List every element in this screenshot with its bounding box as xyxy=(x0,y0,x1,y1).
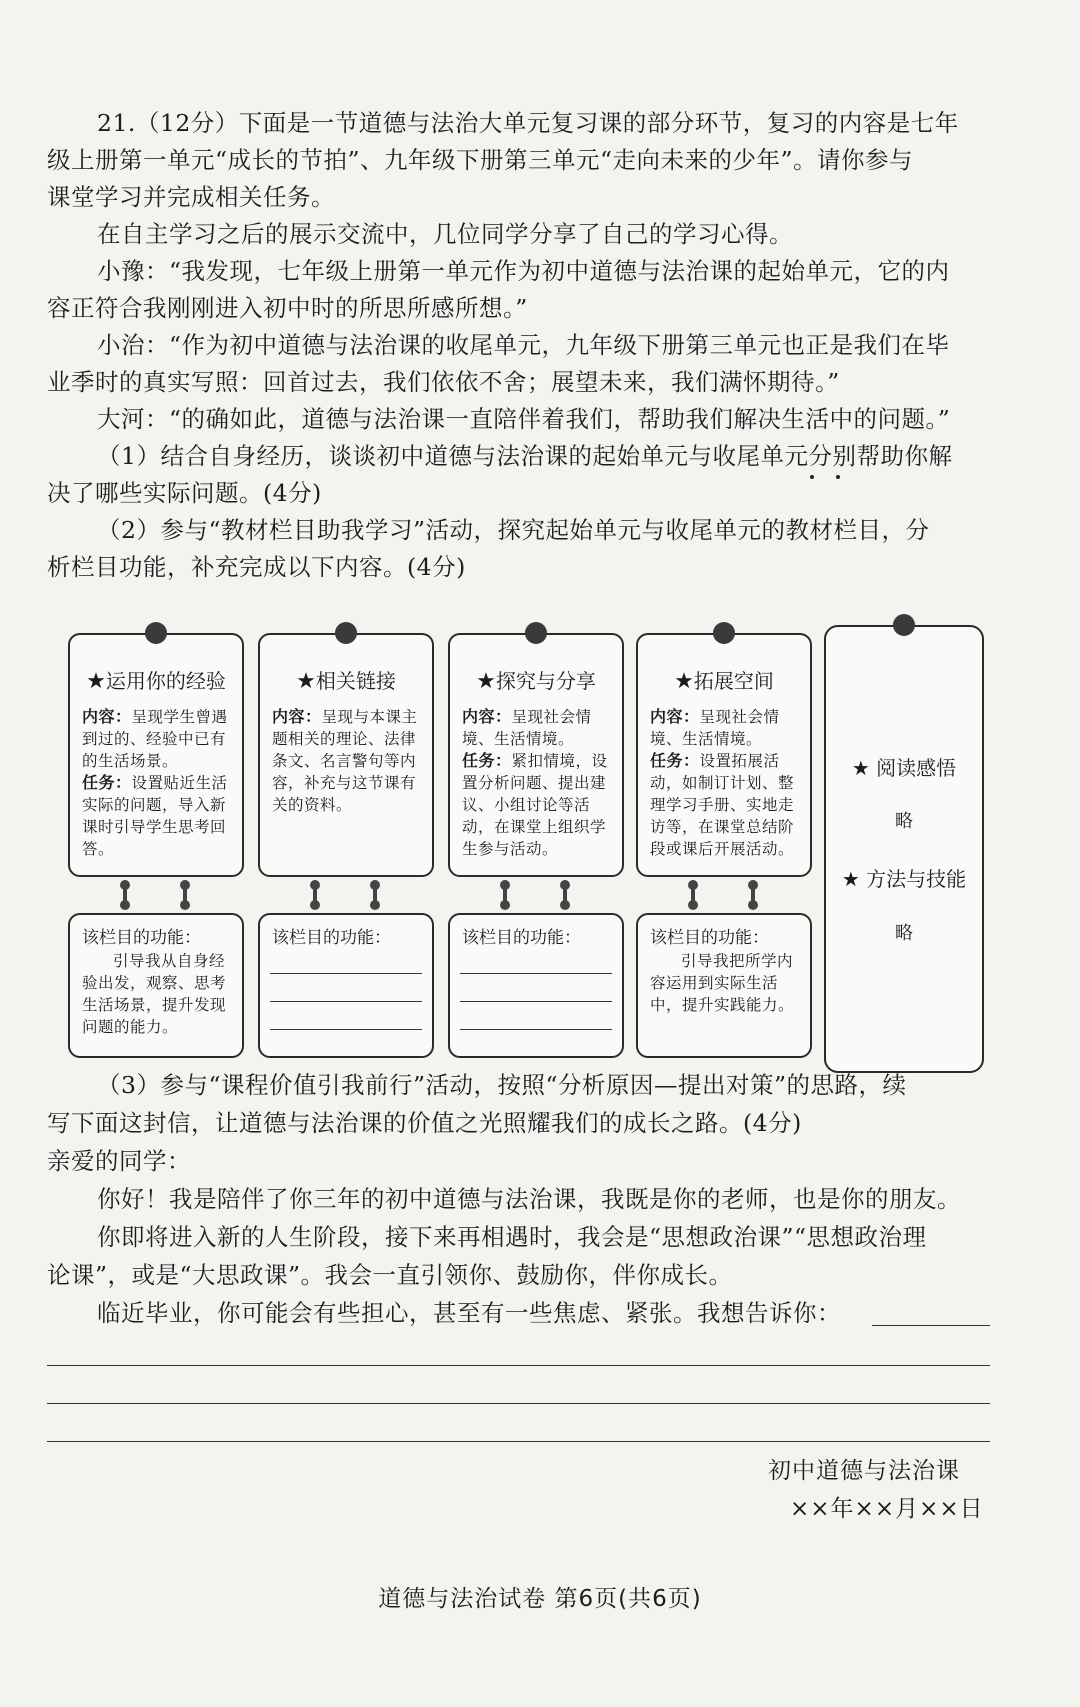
connector xyxy=(313,885,317,905)
letter-line-4: 临近毕业，你可能会有些担心，甚至有一些焦虑、紧张。我想告诉你： xyxy=(97,1299,841,1327)
card-title: ★运用你的经验 xyxy=(86,669,226,694)
task-text: 设置拓展活动，如制订计划、整理学习手册、实地走访等，在课堂总结阶段或课后开展活动。 xyxy=(650,752,795,858)
content-text: 呈现社会情境、生活情境。 xyxy=(462,708,592,748)
pin-icon xyxy=(145,622,167,644)
page-footer: 道德与法治试卷 第6页(共6页) xyxy=(378,1586,702,1612)
connector xyxy=(503,885,507,905)
card-body xyxy=(260,694,432,816)
card-title: ★拓展空间 xyxy=(674,669,774,694)
function-box-related-links xyxy=(258,913,434,1058)
card-body xyxy=(450,694,622,860)
context-line-5: 业季时的真实写照：回首过去，我们依依不舍；展望未来，我们满怀期待。” xyxy=(47,368,840,396)
star-icon: ★ xyxy=(841,867,860,891)
connector xyxy=(183,885,187,905)
star-icon: ★ xyxy=(476,669,496,694)
context-line-4: 小治：“作为初中道德与法治课的收尾单元，九年级下册第三单元也正是我们在毕 xyxy=(97,331,950,359)
column-card-experience xyxy=(68,633,244,877)
star-icon: ★ xyxy=(851,756,870,780)
answer-line xyxy=(270,1001,422,1002)
function-box-expansion xyxy=(636,913,812,1058)
content-label: 内容： xyxy=(272,707,322,726)
answer-line[interactable] xyxy=(47,1403,990,1404)
function-text: 引导我从自身经验出发，观察、思考生活场景，提升发现问题的能力。 xyxy=(82,952,227,1036)
function-title: 该栏目的功能： xyxy=(650,928,769,948)
q1-line-1: （1）结合自身经历，谈谈初中道德与法治课的起始单元与收尾单元分别帮助你解 xyxy=(97,442,953,470)
star-icon: ★ xyxy=(86,669,106,694)
connector xyxy=(373,885,377,905)
question-intro-line-2: 级上册第一单元“成长的节拍”、九年级下册第三单元“走向未来的少年”。请你参与 xyxy=(47,146,914,174)
answer-line[interactable] xyxy=(872,1325,990,1326)
pin-icon xyxy=(713,622,735,644)
task-label: 任务： xyxy=(462,751,512,770)
letter-line-3: 论课”，或是“大思政课”。我会一直引领你、鼓励你，伴你成长。 xyxy=(47,1261,733,1289)
connector xyxy=(691,885,695,905)
answer-line xyxy=(270,973,422,974)
content-label: 内容： xyxy=(650,707,700,726)
side-card xyxy=(824,625,984,1073)
star-icon: ★ xyxy=(674,669,694,694)
q2-line-2: 析栏目功能，补充完成以下内容。(4分) xyxy=(47,553,466,581)
card-body xyxy=(70,694,242,860)
pin-icon xyxy=(335,622,357,644)
content-text: 呈现与本课主题相关的理论、法律条文、名言警句等内容，补充与这节课有关的资料。 xyxy=(272,708,418,814)
task-label: 任务： xyxy=(650,751,700,770)
task-text: 紧扣情境，设置分析问题、提出建议、小组讨论等活动，在课堂上组织学生参与活动。 xyxy=(462,752,608,858)
answer-line xyxy=(460,1001,612,1002)
content-label: 内容： xyxy=(82,707,132,726)
answer-line[interactable] xyxy=(47,1365,990,1366)
answer-line xyxy=(460,973,612,974)
content-label: 内容： xyxy=(462,707,512,726)
q1-line-2: 决了哪些实际问题。(4分) xyxy=(47,479,322,507)
answer-line xyxy=(460,1029,612,1030)
emphasis-dot xyxy=(810,475,814,479)
context-line-1: 在自主学习之后的展示交流中，几位同学分享了自己的学习心得。 xyxy=(97,220,793,248)
content-text: 呈现学生曾遇到过的、经验中已有的生活场景。 xyxy=(82,708,228,770)
task-label: 任务： xyxy=(82,773,132,792)
card-body xyxy=(638,694,810,860)
side-item-reading: ★ 阅读感悟 xyxy=(851,756,957,780)
function-text: 引导我把所学内容运用到实际生活中，提升实践能力。 xyxy=(650,952,795,1014)
connector xyxy=(123,885,127,905)
card-title: ★探究与分享 xyxy=(476,669,596,694)
side-item-reading-note: 略 xyxy=(895,811,913,832)
context-line-6: 大河：“的确如此，道德与法治课一直陪伴着我们，帮助我们解决生活中的问题。” xyxy=(97,405,951,433)
function-title: 该栏目的功能： xyxy=(462,928,581,948)
letter-date: ××年××月××日 xyxy=(790,1496,984,1522)
column-card-explore-share xyxy=(448,633,624,877)
letter-line-1: 你好！我是陪伴了你三年的初中道德与法治课，我既是你的老师，也是你的朋友。 xyxy=(97,1185,961,1213)
star-icon: ★ xyxy=(296,669,316,694)
q3-line-1: （3）参与“课程价值引我前行”活动，按照“分析原因—提出对策”的思路，续 xyxy=(97,1071,907,1099)
letter-line-2: 你即将进入新的人生阶段，接下来再相遇时，我会是“思想政治课”“思想政治理 xyxy=(97,1223,927,1251)
question-intro-line-1: 21.（12分）下面是一节道德与法治大单元复习课的部分环节，复习的内容是七年 xyxy=(97,109,959,137)
pin-icon xyxy=(893,614,915,636)
content-text: 呈现社会情境、生活情境。 xyxy=(650,708,780,748)
answer-line xyxy=(270,1029,422,1030)
function-box-experience xyxy=(68,913,244,1058)
letter-signature: 初中道德与法治课 xyxy=(768,1458,960,1484)
function-box-explore-share xyxy=(448,913,624,1058)
question-intro-line-3: 课堂学习并完成相关任务。 xyxy=(47,183,335,211)
context-line-2: 小豫：“我发现，七年级上册第一单元作为初中道德与法治课的起始单元，它的内 xyxy=(97,257,950,285)
column-card-related-links xyxy=(258,633,434,877)
emphasis-dot xyxy=(836,475,840,479)
function-title: 该栏目的功能： xyxy=(82,928,201,948)
pin-icon xyxy=(525,622,547,644)
card-title: ★相关链接 xyxy=(296,669,396,694)
task-text: 设置贴近生活实际的问题，导入新课时引导学生思考回答。 xyxy=(82,774,228,858)
q2-line-1: （2）参与“教材栏目助我学习”活动，探究起始单元与收尾单元的教材栏目，分 xyxy=(97,516,930,544)
answer-line[interactable] xyxy=(47,1441,990,1442)
q3-line-2: 写下面这封信，让道德与法治课的价值之光照耀我们的成长之路。(4分) xyxy=(47,1109,802,1137)
function-title: 该栏目的功能： xyxy=(272,928,391,948)
side-item-methods: ★ 方法与技能 xyxy=(841,867,967,891)
connector xyxy=(563,885,567,905)
column-card-expansion xyxy=(636,633,812,877)
connector xyxy=(751,885,755,905)
side-item-methods-note: 略 xyxy=(895,923,913,944)
context-line-3: 容正符合我刚刚进入初中时的所思所感所想。” xyxy=(47,294,528,322)
letter-greeting: 亲爱的同学： xyxy=(47,1147,191,1175)
